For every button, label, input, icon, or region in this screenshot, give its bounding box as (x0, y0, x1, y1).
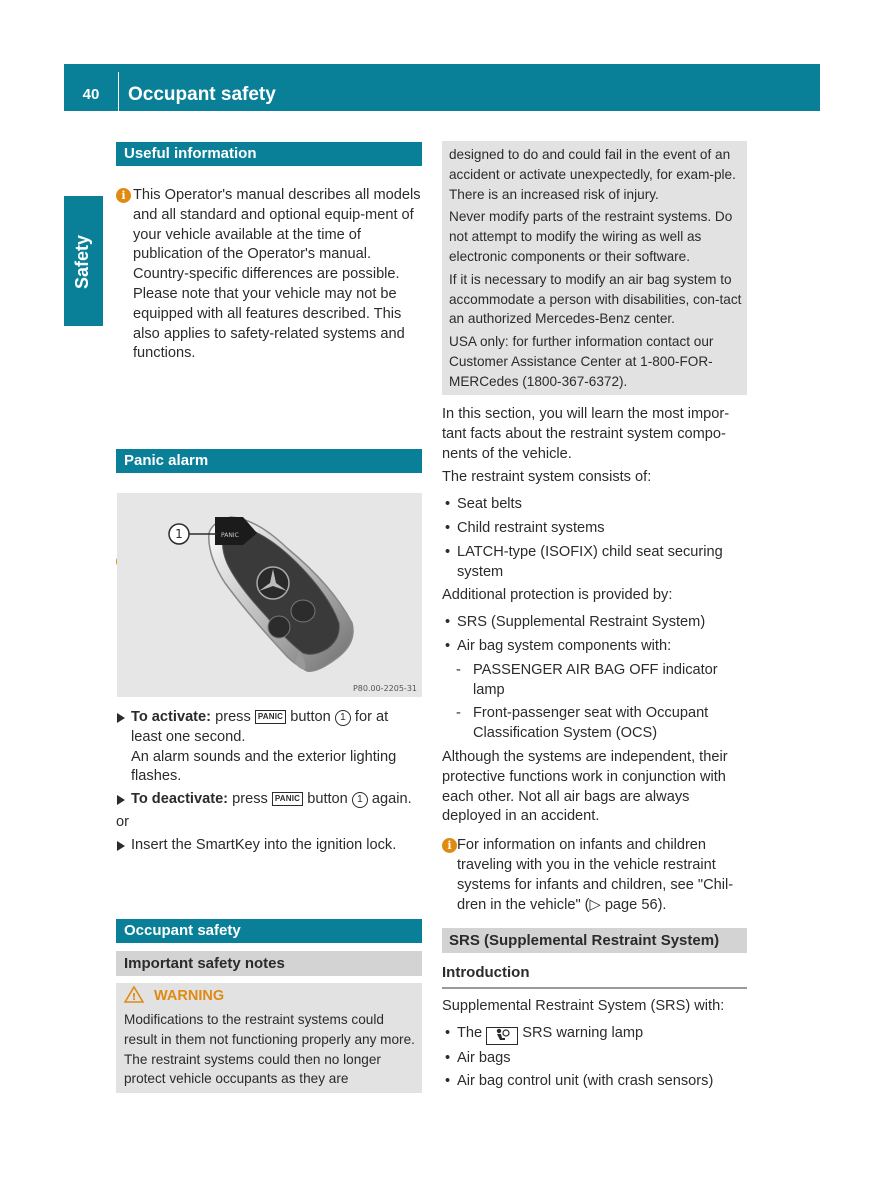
step-text: for at least one second. (131, 709, 389, 745)
page-title: Occupant safety (128, 84, 276, 105)
smartkey-image (117, 493, 422, 697)
useful-info-section (116, 142, 422, 166)
occupant-safety-heading: Occupant safety (116, 919, 422, 943)
info-icon: i (116, 188, 131, 203)
panic-alarm-section (116, 449, 422, 473)
warning-continued-text: designed to do and could fail in the event of an accident or activate unexpectedly, for exam-ple. There is an increased risk of injury. (449, 147, 736, 202)
srs-with-text: Supplemental Restraint System (SRS) with: (442, 997, 725, 1014)
sub-list-item-text: PASSENGER AIR BAG OFF indicator lamp (473, 661, 718, 698)
step-text: button (307, 791, 348, 808)
modify-warning-text: Never modify parts of the restraint systems. Do not attempt to modify the wiring as well as electronic components or their software. (449, 209, 733, 264)
independence-paragraph: Although the systems are independent, their protective functions work in conjunction with each other. Not all air bags are always deployed in an accident. (442, 748, 728, 825)
step-arrow-icon (117, 713, 125, 723)
restraint-list (442, 495, 748, 582)
step-activate-result: An alarm sounds and the exterior lighting flashes. (131, 748, 397, 785)
list-item-text: Seat belts (457, 496, 522, 513)
list-item-text: Air bag system components with: (457, 637, 672, 654)
list-item: • The SRS warning lamp (442, 1024, 747, 1045)
list-item: • Child restraint systems (445, 519, 605, 536)
srs-warning-lamp-icon (486, 1027, 518, 1045)
step-text: press (232, 791, 268, 808)
panic-alarm-heading: Panic alarm (116, 449, 422, 473)
srs-list (442, 1024, 747, 1093)
step-arrow-icon (117, 841, 125, 851)
panic-button-icon: PANIC (272, 792, 303, 806)
callout-1-icon: 1 (352, 792, 368, 808)
step-deactivate-label: To deactivate: (131, 791, 229, 808)
or-text: or (116, 813, 129, 830)
step-arrow-icon (117, 795, 125, 805)
callout-1-icon: 1 (335, 710, 351, 726)
callout-1: 1 (175, 527, 183, 541)
list-item: • SRS (Supplemental Restraint System) (445, 614, 706, 631)
step-text: button (290, 709, 331, 725)
protection-list (442, 613, 748, 744)
svg-text:!: ! (131, 992, 137, 1003)
side-tab-label: Safety (72, 234, 93, 290)
step-text: again. (371, 791, 412, 808)
section-side-tab[interactable] (64, 196, 103, 326)
list-item: • LATCH-type (ISOFIX) child seat securing system (445, 543, 723, 580)
panic-steps (116, 708, 422, 856)
step-text: press (215, 709, 251, 725)
info-note-1 (116, 186, 423, 364)
warning-text: Modifications to the restraint systems could result in them not functioning properly any more. The restraint systems could then no longer protect vehicle occupants as they are (124, 1012, 415, 1087)
list-item: • Air bags (445, 1049, 511, 1066)
list-item-text: Air bags (457, 1049, 511, 1066)
smartkey-illustration (117, 493, 422, 697)
step-activate-label: To activate: (131, 709, 212, 725)
intro-paragraph: In this section, you will learn the most impor-tant facts about the restraint system compo-nents of the vehicle. (442, 406, 730, 462)
list-item: • Air bag control unit (with crash sensors) (445, 1073, 714, 1090)
restraint-system-text (442, 405, 748, 915)
additional-protection-text: Additional protection is provided by: (442, 587, 673, 604)
warning-continuation-box (442, 141, 747, 395)
image-code: P80.00-2205-31 (352, 684, 417, 693)
header-divider (118, 72, 119, 111)
sub-list-item: - Front-passenger seat with Occupant Classification System (OCS) (456, 705, 709, 742)
safety-notes-heading: Important safety notes (116, 951, 422, 976)
step-deactivate (116, 790, 422, 810)
step-text: Insert the SmartKey into the ignition lock. (131, 836, 397, 853)
warning-title: WARNING (154, 988, 225, 1004)
page-number: 40 (82, 86, 100, 103)
list-item-text: SRS warning lamp (522, 1024, 644, 1041)
srs-heading: SRS (Supplemental Restraint System) (442, 928, 747, 953)
list-item: • Seat belts (445, 496, 522, 513)
sub-list-item: - PASSENGER AIR BAG OFF indicator lamp (456, 661, 718, 698)
list-item-text: Child restraint systems (457, 519, 605, 536)
warning-header (124, 986, 224, 1007)
step-activate (116, 708, 422, 748)
introduction-heading: Introduction (442, 963, 747, 989)
svg-text:PANIC: PANIC (221, 532, 239, 539)
step-insert-key (116, 836, 422, 856)
children-info-note (442, 836, 748, 915)
consists-of-text: The restraint system consists of: (442, 469, 652, 486)
useful-info-heading: Useful information (116, 142, 422, 166)
usa-contact-text: USA only: for further information contact our Customer Assistance Center at 1-800-FOR-MERCedes (1800-367-6372). (449, 334, 714, 389)
occupant-safety-section (116, 919, 422, 976)
panic-button-icon: PANIC (255, 710, 286, 724)
sub-list-item-text: Front-passenger seat with Occupant Classification System (OCS) (473, 705, 709, 742)
disabilities-text: If it is necessary to modify an air bag system to accommodate a person with disabilities, con-tact an authorized Mercedes-Benz center. (449, 271, 742, 327)
info-icon: i (442, 838, 457, 853)
list-item-text: SRS (Supplemental Restraint System) (457, 614, 706, 631)
list-item-text: LATCH-type (ISOFIX) child seat securing system (457, 543, 723, 580)
info-note-1-text: This Operator's manual describes all models and all standard and optional equip-ment of your vehicle available at the time of publication of the Operator's manual. Country-specific differences are possible. Please note that your vehicle may not be equipped with all features described. This also applies to safety-related systems and functions. (133, 187, 421, 362)
warning-box (116, 983, 422, 1093)
list-item: • Air bag system components with: (445, 637, 672, 654)
children-info-text: For information on infants and children traveling with you in the vehicle restraint systems for infants and children, see "Chil-dren in the vehicle" (▷ page 56). (457, 837, 734, 913)
warning-icon (124, 986, 144, 1003)
page-header (64, 64, 820, 111)
srs-section (442, 928, 747, 1092)
list-item-text: Air bag control unit (with crash sensors) (457, 1073, 714, 1090)
list-item-text: The (457, 1024, 483, 1041)
